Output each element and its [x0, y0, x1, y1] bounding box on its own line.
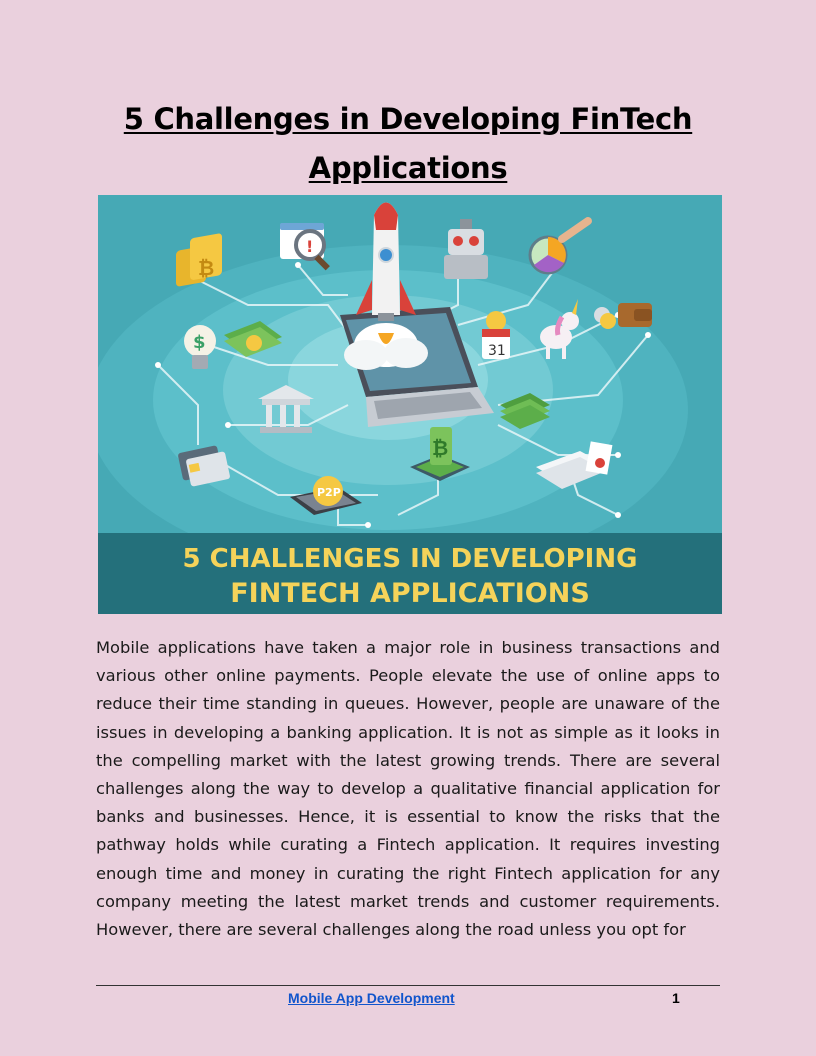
svg-text:₿: ₿: [432, 436, 449, 460]
footer-divider: [96, 985, 720, 986]
svg-text:$: $: [193, 332, 206, 353]
document-title: 5 Challenges in Developing FinTech Applications: [123, 102, 693, 185]
hero-banner-line-2: FINTECH APPLICATIONS: [230, 578, 590, 609]
body-paragraph: Mobile applications have taken a major role in business transactions and various other online payments. People elevate the use of online apps to reduce their time standing in queues. However, people are unaware of the issues in developing a banking application. It is not as simple as it looks in the compelling market with the latest growing trends. There are several challenges along the way to develop a qualitative financial application for banks and businesses. Hence, it is essential to know the risks that the pathway holds while curating a Fintech application. It requires investing enough time and money in curating the right Fintech application for any company meeting the latest market trends and customer requirements. However, there are several challenges along the road unless you opt for: [96, 638, 720, 940]
hero-banner-line-1: 5 CHALLENGES IN DEVELOPING: [182, 544, 638, 574]
hero-illustration: [98, 195, 722, 614]
page-number: 1: [672, 990, 680, 1006]
svg-text:₿: ₿: [198, 256, 215, 280]
footer-link[interactable]: Mobile App Development: [288, 990, 455, 1006]
p2p-label: P2P: [317, 486, 341, 499]
svg-text:!: !: [306, 237, 314, 256]
robot-icon: [444, 219, 488, 279]
magnifier-pie-chart-icon: [530, 221, 588, 273]
calendar-day: 31: [488, 343, 506, 359]
